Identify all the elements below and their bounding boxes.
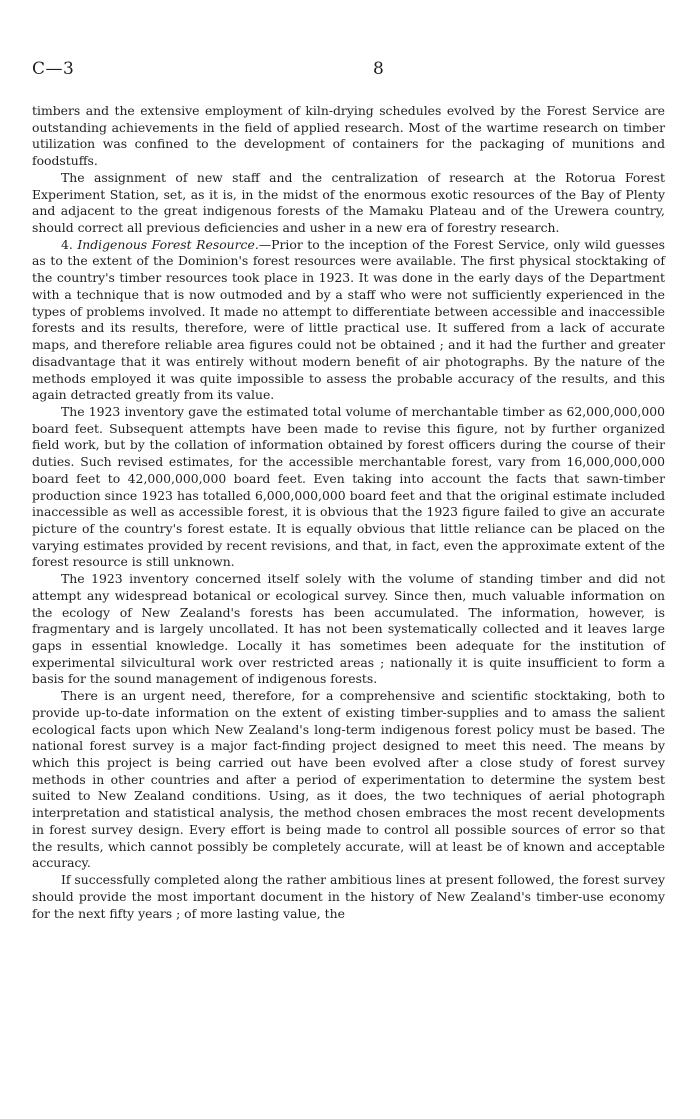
paragraph: The assignment of new staff and the centralization of research at the Rotorua Forest Experiment Station, set, as it is, in the midst of the enormous exotic resources of the Bay of Plenty and adjacent to the great indigenous forests of the Mamaku Plateau and of the Urewera country, should correct all previous deficiencies and usher in a new era of forestry research.: [32, 169, 665, 236]
paragraph: There is an urgent need, therefore, for a comprehensive and scientific stocktaking, both to provide up-to-date information on the extent of existing timber-supplies and to amass the salient ecological facts upon which New Zealand's long-term indigenous forest policy must be based. The national forest survey is a major fact-finding project designed to meet this need. The means by which this project is being carried out have been evolved after a close study of forest survey methods in other countries and after a period of experimentation to determine the system best suited to New Zealand conditions. Using, as it does, the two techniques of aerial photograph interpretation and statistical analysis, the method chosen embraces the most recent developments in forest survey design. Every effort is being made to control all possible sources of error so that the results, which cannot possibly be completely accurate, will at least be of known and acceptable accuracy.: [32, 688, 665, 871]
paragraph: The 1923 inventory gave the estimated total volume of merchantable timber as 62,000,000,000 board feet. Subsequent attempts have been made to revise this figure, not by further organized field work, but by the collation of information obtained by forest officers during the course of their duties. Such revised estimates, for the accessible merchantable forest, vary from 16,000,000,000 board feet to 42,000,000,000 board feet. Even taking into account the facts that sawn-timber production since 1923 has totalled 6,000,000,000 board feet and that the original estimate included inaccessible as well as accessible forest, it is obvious that the 1923 figure failed to give an accurate picture of the country's forest estate. It is equally obvious that little reliance can be placed on the varying estimates provided by recent revisions, and that, in fact, even the approximate extent of the forest resource is still unknown.: [32, 403, 665, 570]
section-heading: Indigenous Forest Resource.: [77, 236, 259, 252]
body-text: [32, 103, 665, 922]
document-reference: C—3: [32, 59, 75, 79]
page-number: 8: [373, 59, 384, 79]
page-header: [32, 59, 668, 81]
paragraph: timbers and the extensive employment of kiln-drying schedules evolved by the Forest Service are outstanding achievements in the field of applied research. Most of the wartime research on timber utilization was confined to the development of containers for the packaging of munitions and foodstuffs.: [32, 103, 665, 169]
paragraph: If successfully completed along the rather ambitious lines at present followed, the forest survey should provide the most important document in the history of New Zealand's timber-use economy for the next fifty years ; of more lasting value, the: [32, 872, 665, 921]
paragraph: 4. Indigenous Forest Resource.—Prior to the inception of the Forest Service, only wild guesses as to the extent of the Dominion's forest resources were available. The first physical stocktaking of the country's timber resources took place in 1923. It was done in the early days of the Department with a technique that is now outmoded and by a staff who were not sufficiently experienced in the types of problems involved. It made no attempt to differentiate between accessible and inaccessible forests and its results, therefore, were of little practical use. It suffered from a lack of accurate maps, and therefore reliable area figures could not be obtained ; and it had the further and greater disadvantage that it was entirely without modern benefit of air photographs. By the nature of the methods employed it was quite impossible to assess the probable accuracy of the results, and this again detracted greatly from its value.: [32, 236, 666, 403]
paragraph: The 1923 inventory concerned itself solely with the volume of standing timber and did not attempt any widespread botanical or ecological survey. Since then, much valuable information on the ecology of New Zealand's forests has been accumulated. The information, however, is fragmentary and is largely uncollated. It has not been systematically collected and it leaves large gaps in essential knowledge. Locally it has sometimes been adequate for the institution of experimental silvicultural work over restricted areas ; nationally it is quite insufficient to form a basis for the sound management of indigenous forests.: [32, 571, 665, 687]
section-number: 4.: [61, 236, 78, 252]
